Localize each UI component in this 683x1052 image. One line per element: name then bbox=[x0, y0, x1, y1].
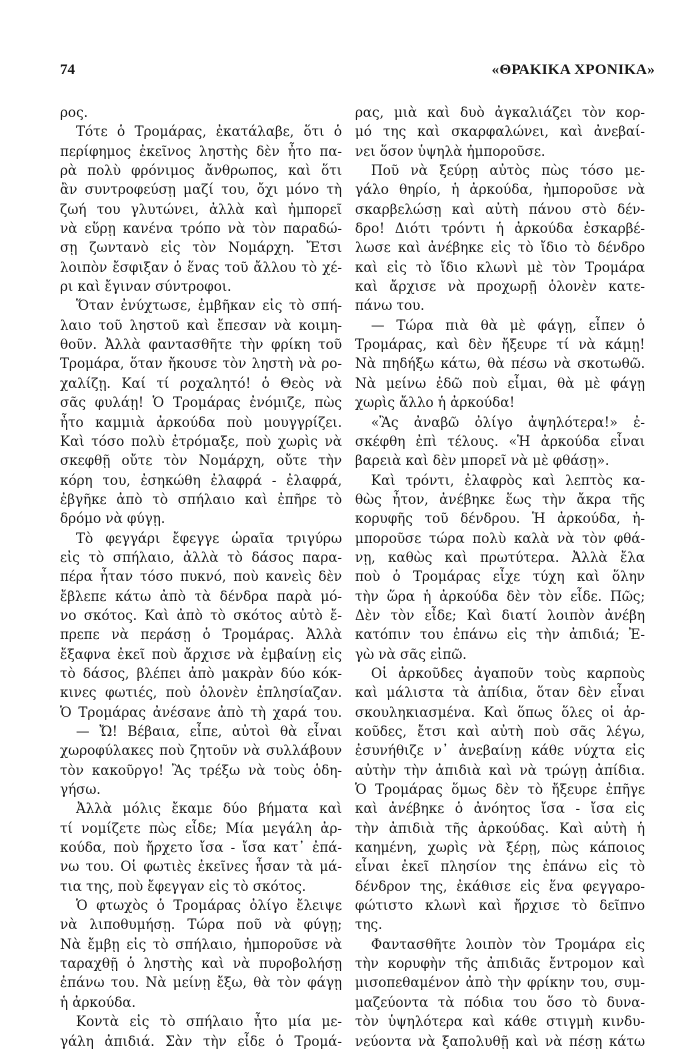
text-line: Τρομάρα, ὅταν ἤκουσε τὸν ληστὴ νὰ ρο- bbox=[60, 356, 342, 373]
text-line: νὰ εὕρῃ κανένα τρόπο νὰ τὸν παραδώ- bbox=[60, 221, 342, 238]
text-line: ἐπάνω του. Νὰ μείνῃ ἔξω, θὰ τὸν φάγῃ bbox=[60, 975, 342, 992]
text-line: νῃ, καθὼς καὶ πρωτύτερα. Ἀλλὰ ἔλα bbox=[355, 549, 645, 566]
text-line: σκουληκιασμένα. Καὶ ὅπως ὅλες οἱ ἀρ- bbox=[355, 704, 645, 721]
text-line: — Τώρα πιὰ θὰ μὲ φάγῃ, εἶπεν ὁ bbox=[371, 317, 645, 334]
text-line: θὼς ἦτον, ἀνέβηκε ἕως τὴν ἄκρα τῆς bbox=[355, 491, 645, 508]
text-line: μισοπεθαμένον ἀπὸ τὴν φρίκην του, συμ- bbox=[355, 975, 645, 992]
right-text-column bbox=[355, 104, 645, 1052]
text-line: ρος. bbox=[60, 105, 88, 121]
text-line: Καὶ τρόντι, ἐλαφρὸς καὶ λεπτὸς κα- bbox=[371, 472, 645, 489]
text-line: εἰς τὸ σπήλαιο, ἀλλὰ τὸ δάσος παρα- bbox=[60, 549, 342, 566]
text-line: τὴν ὥρα ἡ ἀρκούδα δὲν τὸν εἶδε. Πῶς; bbox=[355, 588, 645, 605]
text-line: Ὁ Τρομάρας ἀνέσανε ἀπὸ τὴ χαρά του. bbox=[60, 704, 342, 721]
text-line: ἔβλεπε κάτω ἀπὸ τὰ δένδρα παρὰ μό- bbox=[60, 588, 342, 605]
text-line: καὶ μάλιστα τὰ ἀπίδια, ὅταν δὲν εἶναι bbox=[355, 685, 645, 702]
text-line: Νὰ μείνω ἐδῶ ποὺ εἶμαι, θὰ μὲ φάγῃ bbox=[355, 375, 645, 392]
page-header bbox=[60, 62, 655, 88]
text-line: σκέφθη ἐπὶ τέλους. «Ἡ ἀρκούδα εἶναι bbox=[355, 433, 645, 450]
text-line: κινες φωτιές, ποὺ ὁλονὲν ἐπλησίαζαν. bbox=[60, 685, 342, 702]
text-line: ἐσυνήθιζε ν᾿ ἀνεβαίνῃ κάθε νύχτα εἰς bbox=[355, 743, 645, 760]
text-line: πρεπε νὰ περάσῃ ὁ Τρομάρας. Ἀλλὰ bbox=[60, 627, 342, 644]
text-line: δρόμο νὰ φύγῃ. bbox=[60, 511, 166, 528]
text-line: τὸν κακοῦργο! Ἂς τρέξω νὰ τοὺς ὁδη- bbox=[60, 762, 342, 779]
text-line: χωρὶς ἄλλο ἡ ἀρκούδα! bbox=[355, 395, 515, 412]
text-line: Ὁ Τρομάρας ὅμως δὲν τὸ ἤξευρε ἐπῆγε bbox=[355, 782, 645, 799]
text-line: πέρα ἦταν τόσο πυκνό, ποὺ κανεὶς δὲν bbox=[60, 569, 342, 586]
text-line: μαζεύοντα τὰ πόδια του ὅσο τὸ δυνα- bbox=[355, 994, 645, 1011]
text-line: καὶ ἀνέβηκε ὁ ἀνόητος ἴσα - ἴσα εἰς bbox=[355, 801, 645, 818]
text-line: Ὅταν ἐνύχτωσε, ἐμβῆκαν εἰς τὸ σπή- bbox=[76, 298, 342, 315]
text-line: γὼ νὰ σᾶς εἰπῶ. bbox=[355, 646, 467, 663]
text-line: ρας, μιὰ καὶ δυὸ ἀγκαλιάζει τὸν κορ- bbox=[355, 105, 645, 121]
text-line: νω του. Οἱ φωτιὲς ἐκεῖνες ἦσαν τὰ μά- bbox=[60, 859, 342, 876]
text-line: ζωή του γλυτώνει, ἀλλὰ καὶ ἠμπορεῖ bbox=[60, 201, 342, 218]
text-line: ρι καὶ ἔγιναν σύντροφοι. bbox=[60, 279, 232, 296]
text-line: τὴν κορυφὴν τῆς ἀπιδιᾶς ἔντρομον καὶ bbox=[355, 956, 645, 973]
left-text-column bbox=[60, 104, 342, 1052]
text-line: μό της καὶ σκαρφαλώνει, καὶ ἀνεβαί- bbox=[355, 124, 645, 141]
text-line: καὶ ἄρχισε νὰ προχωρῇ ὁλονὲν κατε- bbox=[355, 279, 645, 296]
text-line: λωσε καὶ ἀνέβηκε εἰς τὸ ἴδιο τὸ δένδρο bbox=[355, 240, 645, 257]
text-line: ἦτο καμμιὰ ἀρκούδα ποὺ μουγγρίζει. bbox=[60, 414, 342, 431]
text-line: γήσω. bbox=[60, 782, 101, 799]
text-line: ποὺ ὁ Τρομάρας εἶχε τύχη καὶ ὅλην bbox=[355, 569, 645, 586]
text-line: Κοντὰ εἰς τὸ σπήλαιο ἦτο μία με- bbox=[76, 1014, 342, 1031]
text-line: γάλη ἀπιδιά. Σὰν τὴν εἶδε ὁ Τρομά- bbox=[60, 1033, 342, 1050]
text-line: κόρη του, ἐσηκώθη ἐλαφρά - ἐλαφρά, bbox=[60, 472, 342, 489]
text-line: δρο! Διότι τρόντι ἡ ἀρκούδα ἐσκαρβέ- bbox=[355, 221, 645, 238]
text-line: νεύοντα νὰ ξαπολυθῇ καὶ νὰ πέσῃ κάτω bbox=[355, 1033, 645, 1050]
text-line: ἔξαφνα ἐκεῖ ποὺ ἄρχισε νὰ ἐμβαίνῃ εἰς bbox=[60, 646, 342, 663]
text-line: ἐβγῆκε ἀπὸ τὸ σπήλαιο καὶ ἐπῆρε τὸ bbox=[60, 491, 342, 508]
text-line: τια της, ποὺ ἔφεγγαν εἰς τὸ σκότος. bbox=[60, 878, 307, 895]
page-number: 74 bbox=[60, 62, 75, 78]
text-line: Νὰ ἔμβῃ εἰς τὸ σπήλαιο, ἠμποροῦσε νὰ bbox=[60, 936, 342, 953]
text-line: σκαρβελώσῃ καὶ αὐτὴ πάνου στὸ δέν- bbox=[355, 201, 645, 218]
text-line: δένδρον της, ἐκάθισε εἰς ἕνα φεγγαρο- bbox=[355, 878, 645, 895]
text-line: τὴν ἀπιδιὰ τῆς ἀρκούδας. Καὶ αὐτὴ ἡ bbox=[355, 820, 645, 837]
text-line: Τρομάρας, καὶ δὲν ἤξευρε τί νὰ κάμῃ! bbox=[355, 337, 645, 354]
text-line: — Ὤ! Βέβαια, εἶπε, αὐτοὶ θὰ εἶναι bbox=[76, 724, 342, 740]
text-line: Φαντασθῆτε λοιπὸν τὸν Τρομάρα εἰς bbox=[371, 936, 645, 953]
text-line: πάνω του. bbox=[355, 298, 425, 315]
running-title: «ΘΡΑΚΙΚΑ ΧΡΟΝΙΚΑ» bbox=[491, 62, 655, 78]
text-line: σᾶς φυλάῃ! Ὁ Τρομάρας ἐνόμιζε, πὼς bbox=[60, 395, 342, 412]
text-line: κούδα, ποὺ ἤρχετο ἴσα - ἴσα κατ᾿ ἐπά- bbox=[60, 840, 342, 857]
text-line: Ποῦ νὰ ξεύρῃ αὐτὸς πὼς τόσο με- bbox=[371, 163, 645, 180]
text-line: Καὶ τόσο πολὺ ἐτρόμαξε, ποὺ χωρὶς νὰ bbox=[60, 433, 342, 450]
text-line: περίφημος ἐκεῖνος ληστὴς δὲν ἦτο πα- bbox=[60, 143, 342, 160]
text-line: τὸ δάσος, βλέπει ἀπὸ μακρὰν δύο κόκ- bbox=[60, 665, 342, 682]
text-line: κορυφῆς τοῦ δένδρου. Ἡ ἀρκούδα, ἠ- bbox=[355, 511, 645, 528]
text-line: κοῦδες, ἔτσι καὶ αὐτὴ ποὺ σᾶς λέγω, bbox=[355, 724, 645, 740]
text-line: βαρειὰ καὶ δὲν μπορεῖ νὰ μὲ φθάσῃ». bbox=[355, 453, 610, 470]
text-line: ἡ ἀρκούδα. bbox=[60, 994, 136, 1011]
text-line: τὸν ὑψηλότερα καὶ κάθε στιγμὴ κινδυ- bbox=[355, 1014, 645, 1031]
text-line: ταραχθῇ ὁ ληστὴς καὶ νὰ πυροβολήσῃ bbox=[60, 956, 342, 973]
text-line: Δὲν τὸν εἶδε; Καὶ διατί λοιπὸν ἀνέβη bbox=[355, 607, 645, 624]
text-line: ἂν συντροφεύσῃ μαζί του, ὄχι μόνο τὴ bbox=[60, 182, 342, 199]
text-line: νο σκότος. Καὶ ἀπὸ τὸ σκότος αὐτὸ ἔ- bbox=[60, 607, 342, 624]
text-line: «Ἂς ἀναβῶ ὀλίγο ἀψηλότερα!» ἐ- bbox=[371, 414, 645, 431]
text-line: Ἀλλὰ μόλις ἔκαμε δύο βήματα καὶ bbox=[76, 801, 342, 818]
text-line: χαλίζῃ. Καί τί ροχαλητό! ὁ Θεὸς νὰ bbox=[60, 375, 342, 392]
text-line: μποροῦσε τώρα πολὺ καλὰ νὰ τὸν φθά- bbox=[355, 530, 645, 547]
text-line: Οἱ ἀρκοῦδες ἀγαποῦν τοὺς καρποὺς bbox=[371, 665, 645, 682]
text-line: καὶ εἰς τὸ ἴδιο κλωνὶ μὲ τὸν Τρομάρα bbox=[355, 259, 645, 276]
text-line: Ὁ φτωχὸς ὁ Τρομάρας ὀλίγο ἔλειψε bbox=[76, 898, 342, 915]
text-line: αὐτὴν τὴν ἀπιδιὰ καὶ νὰ τρώγῃ ἀπίδια. bbox=[355, 762, 645, 779]
text-line: Τὸ φεγγάρι ἔφεγγε ὡραῖα τριγύρω bbox=[76, 530, 342, 547]
text-line: λαιο τοῦ ληστοῦ καὶ ἔπεσαν νὰ κοιμη- bbox=[60, 317, 342, 334]
text-line: καημένη, χωρὶς νὰ ξέρῃ, πὼς κάποιος bbox=[355, 840, 645, 857]
text-line: ρὰ πολὺ φρόνιμος ἄνθρωπος, καὶ ὅτι bbox=[60, 163, 342, 180]
text-line: λοιπὸν ἔσφιξαν ὁ ἕνας τοῦ ἄλλου τὸ χέ- bbox=[60, 259, 342, 276]
text-line: Τότε ὁ Τρομάρας, ἐκατάλαβε, ὅτι ὁ bbox=[76, 124, 342, 141]
text-line: γάλο θηρίο, ἡ ἀρκούδα, ἠμποροῦσε νὰ bbox=[355, 182, 645, 199]
text-line: θοῦν. Ἀλλὰ φαντασθῆτε τὴν φρίκη τοῦ bbox=[60, 337, 342, 354]
text-line: κατόπιν του ἐπάνω εἰς τὴν ἀπιδιά; Ἐ- bbox=[355, 627, 645, 644]
text-line: Νὰ πηδήξω κάτω, θὰ πέσω νὰ σκοτωθῶ. bbox=[355, 356, 645, 373]
text-line: νει ὅσον ὑψηλὰ ἠμποροῦσε. bbox=[355, 143, 546, 160]
text-line: εἶναι ἐκεῖ πλησίον της ἐπάνω εἰς τὸ bbox=[355, 859, 645, 876]
text-line: χωροφύλακες ποὺ ζητοῦν νὰ συλλάβουν bbox=[60, 743, 342, 760]
text-line: σῃ ζωντανὸ εἰς τὸν Νομάρχη. Ἔτσι bbox=[60, 240, 342, 257]
text-line: σκεφθῇ οὔτε τὸν Νομάρχη, οὔτε τὴν bbox=[60, 453, 342, 470]
text-line: της. bbox=[355, 917, 383, 934]
text-line: φώτιστο κλωνὶ καὶ ἤρχισε τὸ δεῖπνο bbox=[355, 898, 645, 915]
text-line: τί νομίζετε πὼς εἶδε; Μία μεγάλη ἀρ- bbox=[60, 820, 342, 837]
text-line: νὰ λιποθυμήσῃ. Τώρα ποῦ νὰ φύγῃ; bbox=[60, 917, 342, 934]
